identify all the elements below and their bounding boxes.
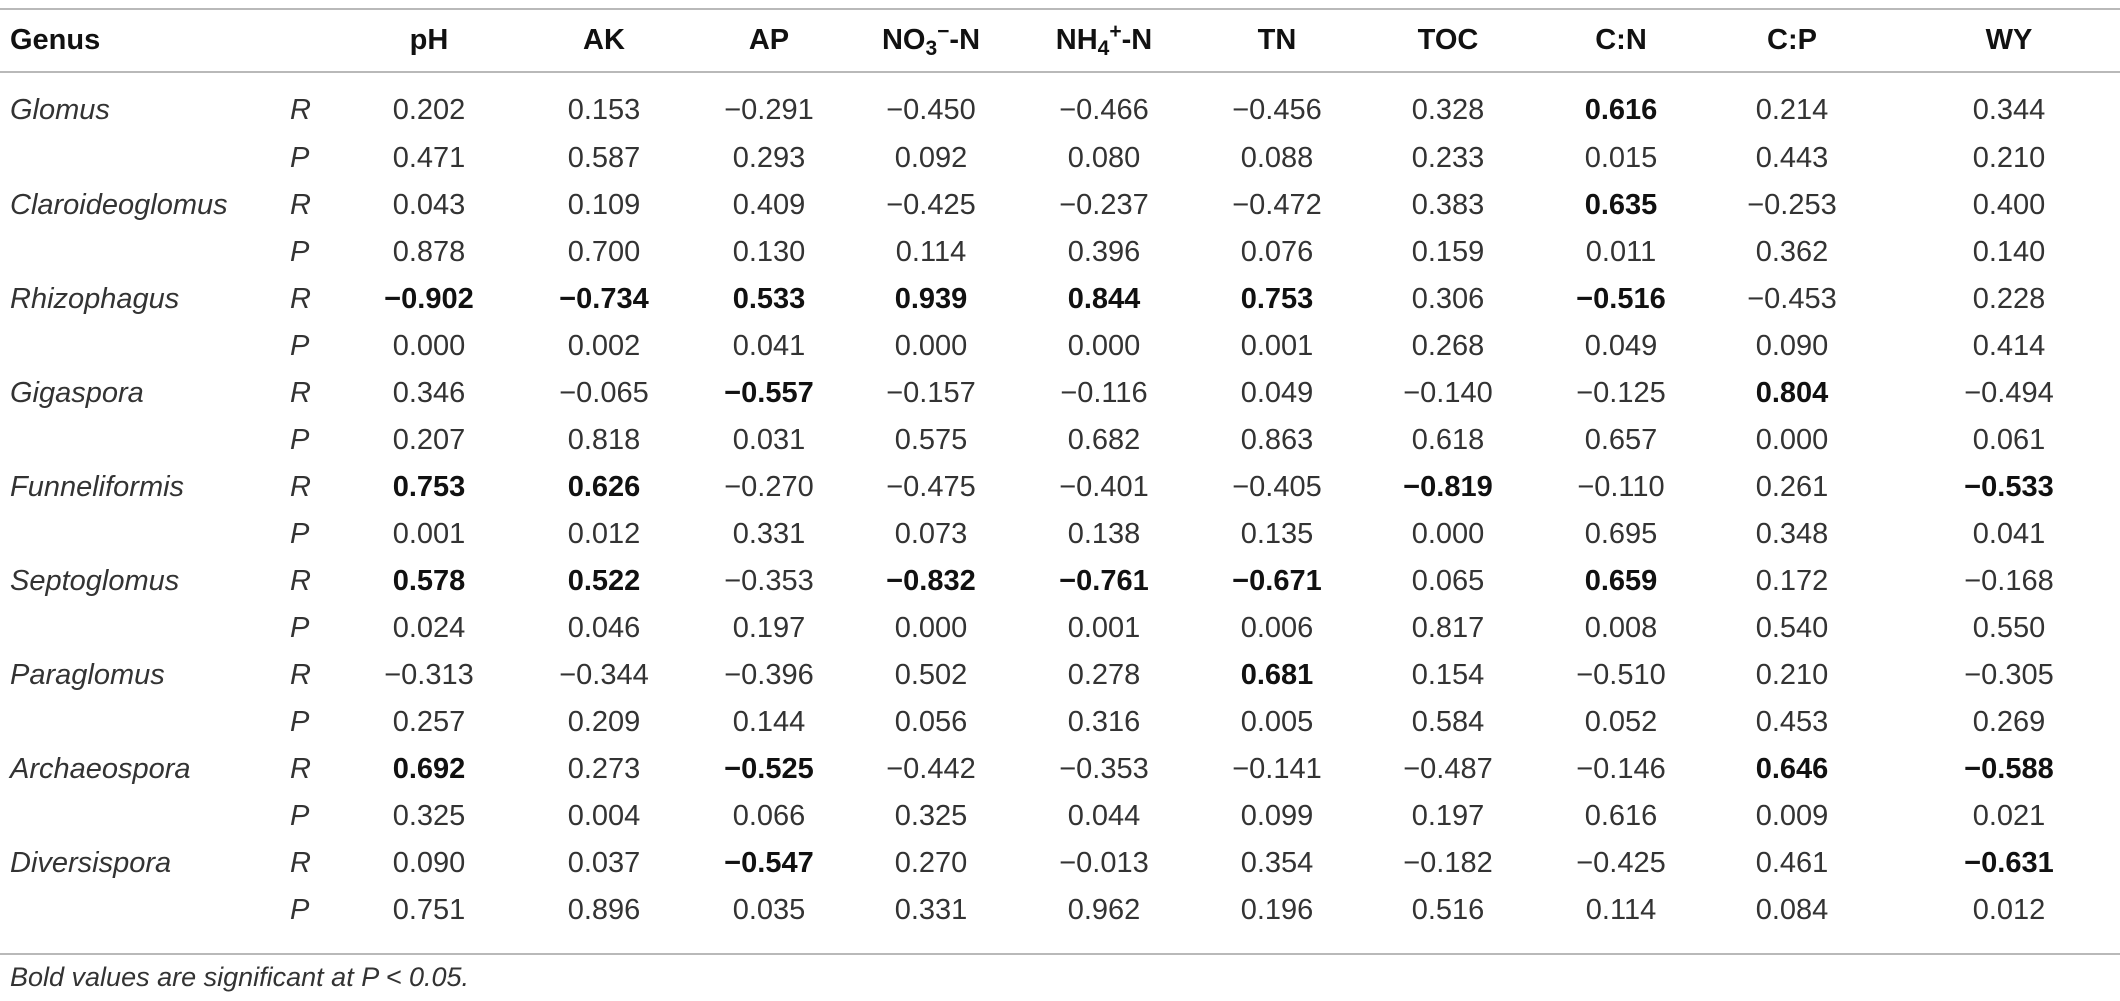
value-cell: 0.362: [1755, 236, 1829, 268]
value-cell: 0.550: [1972, 612, 2046, 644]
value-cell: 0.154: [1411, 659, 1485, 691]
value-cell: 0.130: [732, 236, 806, 268]
value-cell: 0.214: [1755, 93, 1829, 126]
stat-cell: R: [290, 189, 311, 221]
value-cell: −0.405: [1232, 471, 1322, 503]
header-ph: pH: [409, 24, 449, 56]
genus-cell: Gigaspora: [10, 377, 144, 409]
value-cell: 0.065: [1411, 565, 1485, 597]
value-cell: 0.099: [1240, 800, 1314, 832]
value-cell: 0.202: [392, 93, 466, 126]
value-cell: 0.041: [732, 330, 806, 362]
value-cell: 0.000: [894, 612, 968, 644]
value-cell: 0.306: [1411, 283, 1485, 315]
value-cell: 0.257: [392, 706, 466, 738]
table-row: [0, 276, 2120, 323]
value-cell: −0.487: [1403, 753, 1493, 785]
stat-cell: P: [290, 330, 310, 362]
table-footnote: Bold values are significant at P < 0.05.: [10, 962, 470, 992]
value-cell: 0.261: [1755, 471, 1829, 503]
value-cell: 0.197: [732, 612, 806, 644]
stat-cell: P: [290, 424, 310, 456]
stat-cell: P: [290, 800, 310, 832]
value-cell: −0.146: [1576, 753, 1666, 785]
table-row: [0, 699, 2120, 746]
genus-cell: Septoglomus: [10, 565, 180, 597]
value-cell: 0.325: [894, 800, 968, 832]
table-row: [0, 370, 2120, 417]
value-cell: 0.878: [392, 236, 466, 268]
value-cell: −0.344: [559, 659, 649, 691]
value-cell: 0.009: [1755, 800, 1829, 832]
table-row: [0, 511, 2120, 558]
value-cell: 0.066: [732, 800, 806, 832]
value-cell: 0.207: [392, 424, 466, 456]
value-cell: 0.325: [392, 800, 466, 832]
value-cell: 0.700: [567, 236, 641, 268]
value-cell: 0.681: [1240, 659, 1314, 691]
value-cell: 0.076: [1240, 236, 1314, 268]
stat-cell: P: [290, 706, 310, 738]
value-cell: −0.396: [724, 659, 814, 691]
value-cell: 0.109: [567, 189, 641, 221]
value-cell: 0.041: [1972, 518, 2046, 550]
value-cell: 0.293: [732, 142, 806, 174]
genus-cell: [0, 511, 290, 558]
value-cell: −0.270: [724, 471, 814, 503]
value-cell: 0.328: [1411, 93, 1485, 126]
header-nh4-n: $NH_4^+-N$: [1055, 20, 1153, 60]
value-cell: 0.646: [1755, 753, 1829, 785]
value-cell: 0.000: [1067, 330, 1141, 362]
value-cell: 0.138: [1067, 518, 1141, 550]
bottom-rule: [0, 953, 2120, 955]
value-cell: −0.902: [384, 283, 474, 315]
value-cell: 0.037: [567, 847, 641, 879]
value-cell: 0.056: [894, 706, 968, 738]
value-cell: 0.073: [894, 518, 968, 550]
value-cell: 0.035: [732, 894, 806, 926]
value-cell: 0.587: [567, 142, 641, 174]
value-cell: 0.618: [1411, 424, 1485, 456]
value-cell: −0.450: [886, 93, 976, 126]
value-cell: 0.172: [1755, 565, 1829, 597]
value-cell: 0.090: [1755, 330, 1829, 362]
header-wy: WY: [1985, 24, 2033, 56]
value-cell: −0.761: [1059, 565, 1149, 597]
value-cell: 0.088: [1240, 142, 1314, 174]
value-cell: 0.616: [1584, 93, 1658, 126]
value-cell: 0.471: [392, 142, 466, 174]
genus-cell: Claroideoglomus: [10, 189, 228, 221]
genus-cell: [0, 699, 290, 746]
value-cell: −0.494: [1964, 377, 2054, 409]
value-cell: 0.052: [1584, 706, 1658, 738]
value-cell: 0.196: [1240, 894, 1314, 926]
value-cell: 0.516: [1411, 894, 1485, 926]
value-cell: 0.153: [567, 93, 641, 126]
value-cell: 0.000: [894, 330, 968, 362]
value-cell: −0.140: [1403, 377, 1493, 409]
value-cell: 0.844: [1067, 283, 1141, 315]
value-cell: 0.008: [1584, 612, 1658, 644]
value-cell: 0.270: [894, 847, 968, 879]
value-cell: −0.253: [1747, 189, 1837, 221]
value-cell: 0.210: [1972, 142, 2046, 174]
value-cell: 0.001: [1240, 330, 1314, 362]
header-ap: AP: [748, 24, 790, 56]
value-cell: 0.210: [1755, 659, 1829, 691]
value-cell: −0.305: [1964, 659, 2054, 691]
value-cell: 0.021: [1972, 800, 2046, 832]
stat-cell: P: [290, 612, 310, 644]
stat-cell: R: [290, 93, 311, 126]
value-cell: −0.237: [1059, 189, 1149, 221]
genus-cell: [0, 135, 290, 182]
value-cell: 0.209: [567, 706, 641, 738]
correlation-table: [0, 10, 2120, 934]
value-cell: −0.456: [1232, 93, 1322, 126]
header-stat: [290, 10, 340, 71]
value-cell: 0.269: [1972, 706, 2046, 738]
value-cell: 0.753: [392, 471, 466, 503]
value-cell: −0.116: [1060, 377, 1148, 409]
value-cell: −0.425: [886, 189, 976, 221]
value-cell: 0.804: [1755, 377, 1829, 409]
table-row: [0, 558, 2120, 605]
value-cell: 0.348: [1755, 518, 1829, 550]
value-cell: 0.635: [1584, 189, 1658, 221]
value-cell: −0.110: [1577, 471, 1665, 503]
value-cell: 0.817: [1411, 612, 1485, 644]
genus-cell: [0, 887, 290, 934]
value-cell: −0.313: [384, 659, 474, 691]
value-cell: 0.001: [392, 518, 466, 550]
value-cell: −0.453: [1747, 283, 1837, 315]
value-cell: −0.353: [724, 565, 814, 597]
value-cell: 0.461: [1755, 847, 1829, 879]
value-cell: −0.466: [1059, 93, 1149, 126]
value-cell: 0.043: [392, 189, 466, 221]
value-cell: 0.682: [1067, 424, 1141, 456]
table-body: [0, 71, 2120, 934]
value-cell: 0.331: [894, 894, 968, 926]
stat-cell: P: [290, 894, 310, 926]
value-cell: 0.346: [392, 377, 466, 409]
value-cell: 0.228: [1972, 283, 2046, 315]
value-cell: 0.015: [1584, 142, 1658, 174]
stat-cell: R: [290, 471, 311, 503]
value-cell: 0.002: [567, 330, 641, 362]
value-cell: −0.588: [1964, 753, 2054, 785]
value-cell: 0.233: [1411, 142, 1485, 174]
value-cell: 0.540: [1755, 612, 1829, 644]
value-cell: 0.331: [732, 518, 806, 550]
genus-cell: [0, 793, 290, 840]
genus-cell: Diversispora: [10, 847, 172, 879]
value-cell: 0.584: [1411, 706, 1485, 738]
table-row: [0, 229, 2120, 276]
value-cell: 0.144: [732, 706, 806, 738]
stat-cell: R: [290, 659, 311, 691]
value-cell: −0.065: [559, 377, 649, 409]
value-cell: −0.516: [1576, 283, 1666, 315]
value-cell: 0.140: [1972, 236, 2046, 268]
value-cell: 0.400: [1972, 189, 2046, 221]
value-cell: 0.533: [732, 283, 806, 315]
value-cell: 0.443: [1755, 142, 1829, 174]
value-cell: −0.157: [886, 377, 976, 409]
header-toc: TOC: [1417, 24, 1479, 56]
value-cell: 0.939: [894, 283, 968, 315]
value-cell: −0.401: [1059, 471, 1149, 503]
value-cell: −0.425: [1576, 847, 1666, 879]
value-cell: 0.657: [1584, 424, 1658, 456]
value-cell: 0.046: [567, 612, 641, 644]
value-cell: −0.442: [886, 753, 976, 785]
value-cell: 0.409: [732, 189, 806, 221]
value-cell: 0.273: [567, 753, 641, 785]
genus-cell: [0, 605, 290, 652]
value-cell: 0.024: [392, 612, 466, 644]
value-cell: 0.383: [1411, 189, 1485, 221]
value-cell: 0.044: [1067, 800, 1141, 832]
value-cell: 0.001: [1067, 612, 1141, 644]
value-cell: 0.049: [1584, 330, 1658, 362]
value-cell: 0.084: [1755, 894, 1829, 926]
value-cell: 0.522: [567, 565, 641, 597]
value-cell: 0.396: [1067, 236, 1141, 268]
value-cell: 0.751: [392, 894, 466, 926]
value-cell: −0.125: [1576, 377, 1666, 409]
value-cell: 0.818: [567, 424, 641, 456]
value-cell: 0.414: [1972, 330, 2046, 362]
header-ak: AK: [583, 24, 625, 56]
value-cell: 0.114: [1585, 894, 1657, 926]
genus-cell: [0, 323, 290, 370]
value-cell: 0.863: [1240, 424, 1314, 456]
value-cell: 0.616: [1584, 800, 1658, 832]
table-row: [0, 793, 2120, 840]
value-cell: 0.354: [1240, 847, 1314, 879]
value-cell: −0.182: [1403, 847, 1493, 879]
genus-cell: Rhizophagus: [10, 283, 180, 315]
value-cell: 0.004: [567, 800, 641, 832]
stat-cell: R: [290, 283, 311, 315]
value-cell: 0.159: [1411, 236, 1485, 268]
genus-cell: Archaeospora: [10, 753, 191, 785]
value-cell: 0.626: [567, 471, 641, 503]
value-cell: −0.525: [724, 753, 814, 785]
value-cell: 0.000: [1411, 518, 1485, 550]
genus-cell: [0, 417, 290, 464]
table-row: [0, 652, 2120, 699]
value-cell: 0.012: [567, 518, 641, 550]
table-row: [0, 464, 2120, 511]
value-cell: 0.061: [1972, 424, 2046, 456]
value-cell: −0.557: [724, 377, 814, 409]
value-cell: 0.659: [1584, 565, 1658, 597]
value-cell: 0.268: [1411, 330, 1485, 362]
table-row: [0, 746, 2120, 793]
value-cell: 0.092: [894, 142, 968, 174]
value-cell: −0.472: [1232, 189, 1322, 221]
header-no3-n: $NO_3^--N$: [881, 20, 981, 60]
value-cell: 0.049: [1240, 377, 1314, 409]
value-cell: 0.197: [1411, 800, 1485, 832]
header-cn: C:N: [1595, 24, 1647, 56]
value-cell: 0.000: [392, 330, 466, 362]
table-row: [0, 887, 2120, 934]
stat-cell: R: [290, 753, 311, 785]
header-genus: Genus: [10, 24, 101, 56]
table-header: [0, 10, 2120, 71]
value-cell: 0.578: [392, 565, 466, 597]
value-cell: 0.011: [1585, 236, 1657, 268]
value-cell: 0.006: [1240, 612, 1314, 644]
value-cell: 0.575: [894, 424, 968, 456]
value-cell: 0.000: [1755, 424, 1829, 456]
value-cell: −0.353: [1059, 753, 1149, 785]
value-cell: −0.819: [1403, 471, 1493, 503]
value-cell: −0.013: [1059, 847, 1149, 879]
value-cell: −0.832: [886, 565, 976, 597]
value-cell: −0.533: [1964, 471, 2054, 503]
value-cell: 0.031: [732, 424, 806, 456]
value-cell: 0.502: [894, 659, 968, 691]
value-cell: 0.135: [1240, 518, 1314, 550]
value-cell: 0.896: [567, 894, 641, 926]
table-row: [0, 135, 2120, 182]
value-cell: 0.962: [1067, 894, 1141, 926]
stat-cell: P: [290, 518, 310, 550]
value-cell: 0.695: [1584, 518, 1658, 550]
value-cell: 0.012: [1972, 894, 2046, 926]
value-cell: 0.753: [1240, 283, 1314, 315]
table-row: [0, 605, 2120, 652]
table-row: [0, 182, 2120, 229]
value-cell: 0.080: [1067, 142, 1141, 174]
table-row: [0, 71, 2120, 135]
value-cell: −0.168: [1964, 565, 2054, 597]
table-row: [0, 417, 2120, 464]
value-cell: −0.291: [724, 93, 814, 126]
stat-cell: R: [290, 847, 311, 879]
value-cell: 0.278: [1067, 659, 1141, 691]
value-cell: 0.344: [1972, 93, 2046, 126]
table-row: [0, 840, 2120, 887]
value-cell: −0.547: [724, 847, 814, 879]
header-tn: TN: [1257, 24, 1297, 56]
value-cell: −0.631: [1964, 847, 2054, 879]
value-cell: 0.005: [1240, 706, 1314, 738]
header-cp: C:P: [1767, 24, 1817, 56]
value-cell: 0.090: [392, 847, 466, 879]
value-cell: 0.692: [392, 753, 466, 785]
value-cell: 0.453: [1755, 706, 1829, 738]
table-row: [0, 323, 2120, 370]
value-cell: 0.316: [1067, 706, 1141, 738]
stat-cell: R: [290, 565, 311, 597]
genus-cell: Glomus: [10, 93, 110, 126]
genus-cell: Paraglomus: [10, 659, 165, 691]
value-cell: 0.114: [895, 236, 967, 268]
value-cell: −0.475: [886, 471, 976, 503]
value-cell: −0.141: [1232, 753, 1322, 785]
value-cell: −0.671: [1232, 565, 1322, 597]
genus-cell: Funneliformis: [10, 471, 185, 503]
value-cell: −0.734: [559, 283, 649, 315]
stat-cell: P: [290, 142, 310, 174]
genus-cell: [0, 229, 290, 276]
stat-cell: P: [290, 236, 310, 268]
value-cell: −0.510: [1576, 659, 1666, 691]
stat-cell: R: [290, 377, 311, 409]
